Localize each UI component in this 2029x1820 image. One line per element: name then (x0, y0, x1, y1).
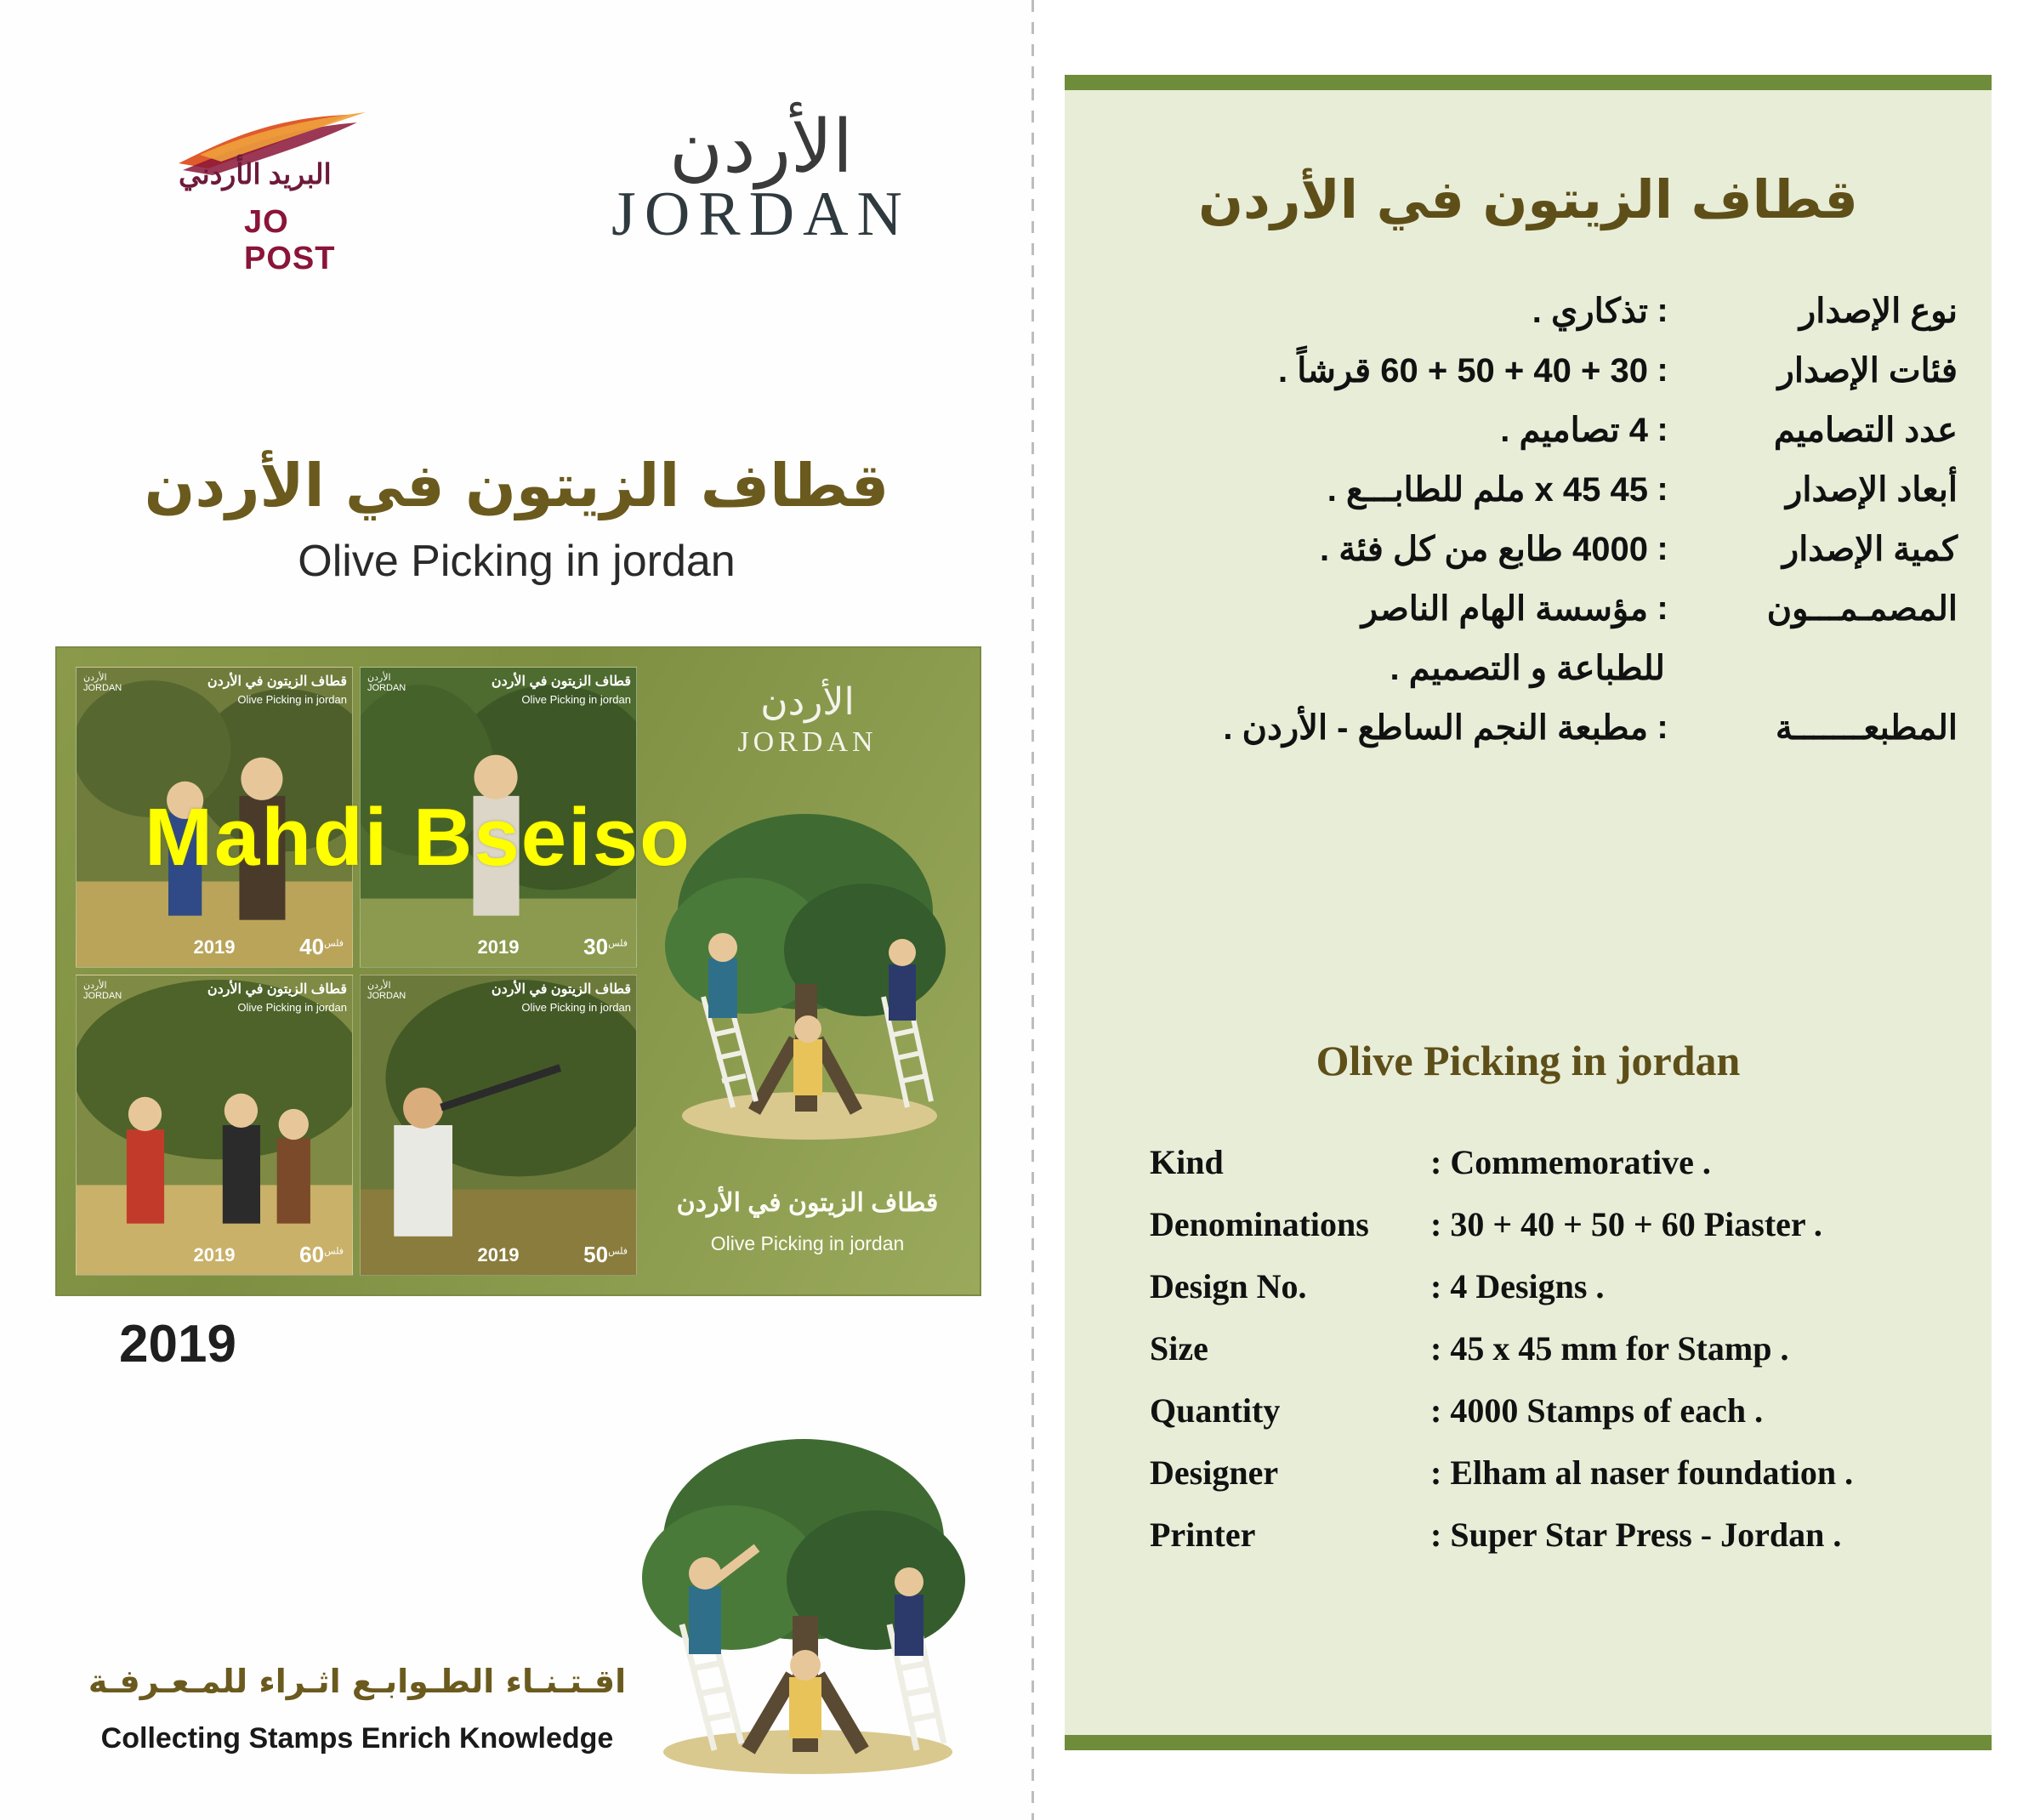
jordan-logo (561, 105, 961, 298)
stamp-50-year: 2019 (477, 1244, 520, 1265)
spec-value-printer-ar: مطبعة النجم الساطع - الأردن . (1223, 709, 1648, 747)
spec-value-denominations-ar: 30 + 40 + 50 + 60 قرشاً . (1277, 352, 1648, 390)
jopost-english-label: JO POST (244, 204, 336, 276)
spec-row-printer (1150, 1515, 1966, 1555)
spec-label-printer-ar: المطبعـــــــة (1775, 709, 1958, 747)
stamp-60-artwork (77, 975, 352, 1275)
spec-label-designer-ar: المصمـمـــون (1766, 590, 1958, 628)
stamp-60-corner: الأردن JORDAN (83, 981, 122, 1002)
spec-row-designs-ar (1099, 411, 1958, 450)
colon-0: : (1657, 292, 1668, 329)
bottom-green-bar (1065, 1735, 1992, 1750)
stamp-60-title-en: Olive Picking in jordan (237, 1001, 347, 1014)
stamp-50 (360, 975, 637, 1276)
spec-row-design-no (1150, 1266, 1966, 1306)
spec-table-english (1150, 1142, 1966, 1577)
spec-row-denominations (1150, 1204, 1966, 1244)
spec-label-printer: Printer (1150, 1516, 1256, 1554)
stamp-30-title-en: Olive Picking in jordan (521, 693, 631, 706)
colon-2: : (1657, 411, 1668, 448)
spec-label-denominations: Denominations (1150, 1205, 1369, 1243)
stamp-50-corner: الأردن JORDAN (367, 981, 406, 1002)
stamp-40-title-ar: قطاف الزيتون في الأردن (207, 674, 347, 689)
spec-title-arabic: قطاف الزيتون في الأردن (1198, 168, 1858, 230)
right-panel (1065, 75, 1992, 1750)
spec-label-denominations-ar: فئات الإصدار (1777, 352, 1958, 390)
footer-arabic: اقـتـنـاء الطـوابـع اثـراء للمـعـرفـة (88, 1663, 627, 1700)
sheet-jordan-arabic: الأردن (760, 680, 855, 724)
colon-7: : (1657, 708, 1668, 746)
spec-label-kind-ar: نوع الإصدار (1799, 293, 1958, 330)
sheet-olive-tree-illustration (652, 784, 963, 1150)
top-green-bar (1065, 75, 1992, 90)
stamp-60-year: 2019 (193, 1244, 236, 1265)
spec-value-size: : 45 x 45 mm for Stamp . (1430, 1329, 1789, 1368)
stamp-60 (76, 975, 353, 1276)
stamp-30-value: $30^{فلس}$ (583, 934, 628, 959)
spec-label-designer: Designer (1150, 1453, 1279, 1492)
spec-value-quantity-ar: 4000 طابع من كل فئة . (1320, 531, 1648, 568)
stamp-50-title-ar: قطاف الزيتون في الأردن (491, 982, 631, 997)
spec-value-size-ar: 45 x 45 ملم للطابـــع . (1327, 471, 1648, 509)
stamp-60-value: $60^{فلس}$ (299, 1242, 344, 1267)
spec-label-kind: Kind (1150, 1143, 1224, 1181)
footer-english: Collecting Stamps Enrich Knowledge (100, 1722, 614, 1755)
stamp-60-title-ar: قطاف الزيتون في الأردن (207, 982, 347, 997)
colon-1: : (1657, 351, 1668, 389)
colon-4: : (1657, 530, 1668, 567)
spec-row-denominations-ar (1099, 351, 1958, 390)
spec-row-designer-ar (1099, 589, 1958, 628)
spec-value-design-no: : 4 Designs . (1430, 1267, 1605, 1305)
spec-row-size-ar (1099, 470, 1958, 509)
stamp-40-corner: الأردن JORDAN (83, 673, 122, 694)
spec-label-design-no: Design No. (1150, 1267, 1307, 1305)
stamp-30-corner: الأردن JORDAN (367, 673, 406, 694)
jordan-logo-arabic: الأردن (669, 105, 853, 190)
stamp-grid (76, 667, 637, 1276)
souvenir-sheet (55, 646, 981, 1296)
spec-row-kind-ar (1099, 292, 1958, 331)
watermark-text: Mahdi Bseiso (145, 792, 691, 883)
spec-row-quantity-ar (1099, 530, 1958, 569)
spec-row-printer-ar (1099, 708, 1958, 748)
fold-line (1032, 0, 1034, 1820)
issue-title-arabic: قطاف الزيتون في الأردن (144, 451, 889, 520)
jopost-logo (89, 111, 370, 276)
stamp-50-title-en: Olive Picking in jordan (521, 1001, 631, 1014)
sheet-label-area (652, 665, 963, 1277)
stamp-30-title-ar: قطاف الزيتون في الأردن (491, 674, 631, 689)
spec-label-size: Size (1150, 1329, 1208, 1368)
olive-tree-illustration (629, 1412, 986, 1777)
spec-row-designer (1150, 1453, 1966, 1493)
spec-label-quantity: Quantity (1150, 1391, 1281, 1430)
colon-5: : (1657, 589, 1668, 627)
spec-value-kind-ar: تذكاري . (1532, 293, 1648, 330)
jordan-logo-english: JORDAN (611, 179, 911, 249)
spec-value-printer: : Super Star Press - Jordan . (1430, 1516, 1842, 1554)
stamp-40-title-en: Olive Picking in jordan (237, 693, 347, 706)
stamp-40-value: $40^{فلس}$ (299, 934, 344, 959)
spec-label-size-ar: أبعاد الإصدار (1786, 471, 1958, 509)
sheet-caption-arabic: قطاف الزيتون في الأردن (676, 1189, 939, 1217)
jopost-arabic-label: البريد الأردني (179, 158, 332, 190)
spec-value-designer: : Elham al naser foundation . (1430, 1453, 1854, 1492)
spec-label-designs-ar: عدد التصاميم (1773, 412, 1958, 449)
stamp-50-artwork (361, 975, 636, 1275)
spec-value-kind: : Commemorative . (1430, 1143, 1711, 1181)
spec-value-designer-ar-continuation: للطباعة و التصميم . (1390, 650, 1665, 687)
stamp-40-year: 2019 (193, 936, 236, 958)
issue-year: 2019 (119, 1315, 236, 1374)
spec-value-denominations: : 30 + 40 + 50 + 60 Piaster . (1430, 1205, 1822, 1243)
stamp-50-value: $50^{فلس}$ (583, 1242, 628, 1267)
spec-value-designer-ar: مؤسسة الهام الناصر (1361, 590, 1648, 628)
spec-label-quantity-ar: كمية الإصدار (1782, 531, 1958, 568)
spec-table-arabic (1099, 292, 1958, 768)
sheet-caption-english: Olive Picking in jordan (710, 1232, 905, 1254)
spec-row-kind (1150, 1142, 1966, 1182)
spec-row-quantity (1150, 1391, 1966, 1430)
stamp-30-year: 2019 (477, 936, 520, 958)
sheet-jordan-english: JORDAN (737, 726, 878, 758)
issue-title-english: Olive Picking in jordan (298, 537, 736, 586)
spec-value-designs-ar: 4 تصاميم . (1500, 412, 1648, 449)
spec-title-english: Olive Picking in jordan (1316, 1037, 1741, 1084)
colon-3: : (1657, 470, 1668, 508)
spec-value-quantity: : 4000 Stamps of each . (1430, 1391, 1764, 1430)
spec-row-size (1150, 1328, 1966, 1368)
